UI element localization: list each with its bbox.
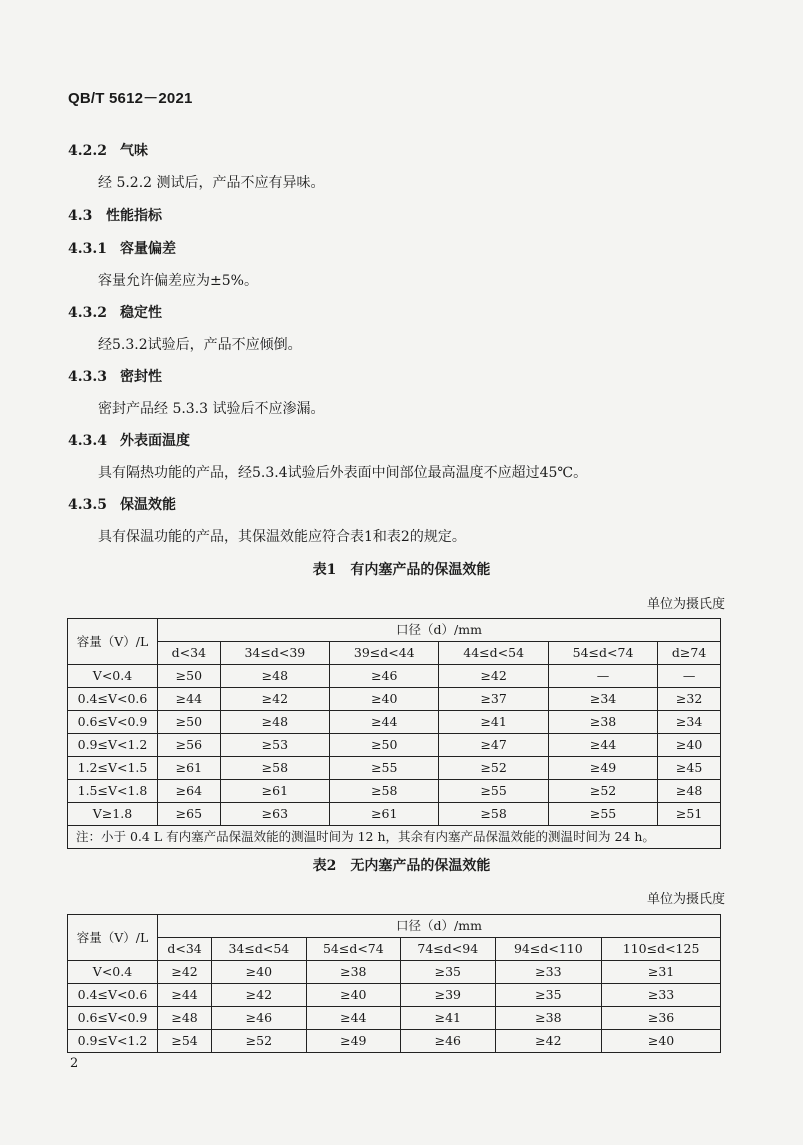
table-cell: ≥45 bbox=[658, 757, 721, 780]
column-header: d≥74 bbox=[658, 642, 721, 665]
table-cell: ≥55 bbox=[330, 757, 439, 780]
table1-caption: 表1 有内塞产品的保温效能 bbox=[312, 562, 491, 578]
table-cell: ≥61 bbox=[330, 803, 439, 826]
table-row bbox=[68, 757, 721, 780]
table-cell: ≥40 bbox=[306, 984, 400, 1007]
table-cell: ≥53 bbox=[220, 734, 329, 757]
table-cell: ≥49 bbox=[306, 1030, 400, 1053]
table-cell: ≥40 bbox=[330, 688, 439, 711]
table-cell: ≥58 bbox=[220, 757, 329, 780]
table-cell: ≥49 bbox=[548, 757, 657, 780]
table-cell: ≥34 bbox=[548, 688, 657, 711]
table-cell: ≥47 bbox=[439, 734, 548, 757]
table-cell: ≥65 bbox=[158, 803, 221, 826]
table2 bbox=[67, 914, 721, 1053]
section-heading-4-3 bbox=[68, 205, 162, 225]
table-cell: ≥46 bbox=[212, 1007, 306, 1030]
table1 bbox=[67, 618, 721, 849]
table-cell: ≥38 bbox=[548, 711, 657, 734]
section-number: 4.3.2 bbox=[68, 305, 107, 321]
table-cell: ≥39 bbox=[401, 984, 495, 1007]
standard-number-header: QB/T 5612－2021 bbox=[68, 90, 193, 107]
section-body: 容量允许偏差应为±5%。 bbox=[98, 273, 258, 289]
section-number: 4.3.5 bbox=[68, 497, 107, 513]
table-cell: ≥64 bbox=[158, 780, 221, 803]
section-title: 容量偏差 bbox=[120, 241, 176, 257]
table-cell: ≥52 bbox=[212, 1030, 306, 1053]
table2-caption: 表2 无内塞产品的保温效能 bbox=[312, 858, 491, 874]
table-cell: ≥44 bbox=[306, 1007, 400, 1030]
column-header: 34≤d<39 bbox=[220, 642, 329, 665]
section-body: 密封产品经 5.3.3 试验后不应渗漏。 bbox=[98, 401, 325, 417]
table-cell: ≥37 bbox=[439, 688, 548, 711]
table-cell: ≥55 bbox=[548, 803, 657, 826]
section-heading-4-3-2 bbox=[68, 302, 162, 322]
row-label: 0.6≤V<0.9 bbox=[68, 711, 158, 734]
section-title: 外表面温度 bbox=[120, 433, 190, 449]
table-cell: ≥52 bbox=[548, 780, 657, 803]
column-header: d<34 bbox=[158, 938, 212, 961]
column-group-header: 口径（d）/mm bbox=[158, 619, 721, 642]
row-label: 1.5≤V<1.8 bbox=[68, 780, 158, 803]
table-cell: ≥33 bbox=[495, 961, 602, 984]
column-header: 54≤d<74 bbox=[548, 642, 657, 665]
column-header: 110≤d<125 bbox=[602, 938, 721, 961]
row-label: V<0.4 bbox=[68, 665, 158, 688]
table-row bbox=[68, 711, 721, 734]
table-cell: ≥63 bbox=[220, 803, 329, 826]
table-cell: ≥40 bbox=[212, 961, 306, 984]
table-cell: ≥34 bbox=[658, 711, 721, 734]
table-cell: ≥36 bbox=[602, 1007, 721, 1030]
table-cell: ≥44 bbox=[158, 984, 212, 1007]
table-cell: ≥40 bbox=[602, 1030, 721, 1053]
row-label: 0.9≤V<1.2 bbox=[68, 1030, 158, 1053]
table-cell: ≥42 bbox=[158, 961, 212, 984]
table-cell: ≥38 bbox=[306, 961, 400, 984]
table-cell: ≥61 bbox=[158, 757, 221, 780]
table-cell: ≥58 bbox=[439, 803, 548, 826]
table-cell: ≥48 bbox=[220, 665, 329, 688]
table-row bbox=[68, 688, 721, 711]
table-row bbox=[68, 734, 721, 757]
table-cell: ≥52 bbox=[439, 757, 548, 780]
section-number: 4.2.2 bbox=[68, 143, 107, 159]
section-heading-4-3-1 bbox=[68, 238, 176, 258]
table1-unit: 单位为摄氏度 bbox=[646, 597, 725, 612]
table-row bbox=[68, 1030, 721, 1053]
table-cell: ≥54 bbox=[158, 1030, 212, 1053]
section-heading-4-2-2 bbox=[68, 140, 148, 160]
column-header: 94≤d<110 bbox=[495, 938, 602, 961]
table2-unit: 单位为摄氏度 bbox=[646, 892, 725, 907]
section-title: 密封性 bbox=[120, 369, 162, 385]
table-cell: ≥48 bbox=[220, 711, 329, 734]
table-cell: ≥51 bbox=[658, 803, 721, 826]
table-cell: ≥31 bbox=[602, 961, 721, 984]
section-title: 性能指标 bbox=[106, 208, 162, 224]
section-number: 4.3.3 bbox=[68, 369, 107, 385]
table-cell: ≥40 bbox=[658, 734, 721, 757]
table-cell: — bbox=[548, 665, 657, 688]
table-row bbox=[68, 961, 721, 984]
column-header-row bbox=[68, 642, 721, 665]
table-cell: ≥46 bbox=[401, 1030, 495, 1053]
column-header: 44≤d<54 bbox=[439, 642, 548, 665]
column-header: 34≤d<54 bbox=[212, 938, 306, 961]
row-label: V≥1.8 bbox=[68, 803, 158, 826]
table-cell: ≥35 bbox=[401, 961, 495, 984]
section-title: 保温效能 bbox=[120, 497, 176, 513]
table-cell: ≥38 bbox=[495, 1007, 602, 1030]
table-cell: ≥41 bbox=[401, 1007, 495, 1030]
section-body: 具有保温功能的产品，其保温效能应符合表1和表2的规定。 bbox=[98, 529, 466, 545]
column-header: 39≤d<44 bbox=[330, 642, 439, 665]
table-cell: ≥46 bbox=[330, 665, 439, 688]
table-cell: ≥50 bbox=[158, 665, 221, 688]
table-cell: ≥50 bbox=[158, 711, 221, 734]
row-label: 0.9≤V<1.2 bbox=[68, 734, 158, 757]
section-title: 气味 bbox=[120, 143, 148, 159]
column-header: 54≤d<74 bbox=[306, 938, 400, 961]
section-body: 具有隔热功能的产品，经5.3.4试验后外表面中间部位最高温度不应超过45℃。 bbox=[98, 465, 588, 481]
table-cell: ≥50 bbox=[330, 734, 439, 757]
table-row bbox=[68, 984, 721, 1007]
table-row bbox=[68, 803, 721, 826]
table1-note: 注：小于 0.4 L 有内塞产品保温效能的测温时间为 12 h，其余有内塞产品保温效能的测温时间为 24 h。 bbox=[68, 826, 721, 849]
row-label: V<0.4 bbox=[68, 961, 158, 984]
column-header: 74≤d<94 bbox=[401, 938, 495, 961]
column-group-header: 口径（d）/mm bbox=[158, 915, 721, 938]
table-cell: — bbox=[658, 665, 721, 688]
row-label: 0.4≤V<0.6 bbox=[68, 688, 158, 711]
table-cell: ≥33 bbox=[602, 984, 721, 1007]
table-cell: ≥44 bbox=[330, 711, 439, 734]
section-number: 4.3 bbox=[68, 208, 93, 224]
section-body: 经5.3.2试验后，产品不应倾倒。 bbox=[98, 337, 302, 353]
table-cell: ≥56 bbox=[158, 734, 221, 757]
table-cell: ≥44 bbox=[548, 734, 657, 757]
table-cell: ≥61 bbox=[220, 780, 329, 803]
section-heading-4-3-3 bbox=[68, 366, 162, 386]
row-header: 容量（V）/L bbox=[68, 619, 158, 665]
table-cell: ≥48 bbox=[158, 1007, 212, 1030]
row-label: 1.2≤V<1.5 bbox=[68, 757, 158, 780]
section-body: 经 5.2.2 测试后，产品不应有异味。 bbox=[98, 175, 325, 191]
table-cell: ≥41 bbox=[439, 711, 548, 734]
table-row bbox=[68, 780, 721, 803]
table-cell: ≥48 bbox=[658, 780, 721, 803]
column-header: d<34 bbox=[158, 642, 221, 665]
table-row bbox=[68, 665, 721, 688]
table-cell: ≥55 bbox=[439, 780, 548, 803]
row-header: 容量（V）/L bbox=[68, 915, 158, 961]
section-heading-4-3-4 bbox=[68, 430, 190, 450]
page-number: 2 bbox=[70, 1056, 79, 1071]
table-cell: ≥42 bbox=[220, 688, 329, 711]
table-cell: ≥58 bbox=[330, 780, 439, 803]
table-cell: ≥42 bbox=[495, 1030, 602, 1053]
section-title: 稳定性 bbox=[120, 305, 162, 321]
column-header-row bbox=[68, 938, 721, 961]
table-cell: ≥44 bbox=[158, 688, 221, 711]
section-number: 4.3.4 bbox=[68, 433, 107, 449]
table-cell: ≥35 bbox=[495, 984, 602, 1007]
section-number: 4.3.1 bbox=[68, 241, 107, 257]
table-row bbox=[68, 1007, 721, 1030]
table-cell: ≥42 bbox=[212, 984, 306, 1007]
row-label: 0.4≤V<0.6 bbox=[68, 984, 158, 1007]
row-label: 0.6≤V<0.9 bbox=[68, 1007, 158, 1030]
section-heading-4-3-5 bbox=[68, 494, 176, 514]
table-cell: ≥32 bbox=[658, 688, 721, 711]
table-cell: ≥42 bbox=[439, 665, 548, 688]
